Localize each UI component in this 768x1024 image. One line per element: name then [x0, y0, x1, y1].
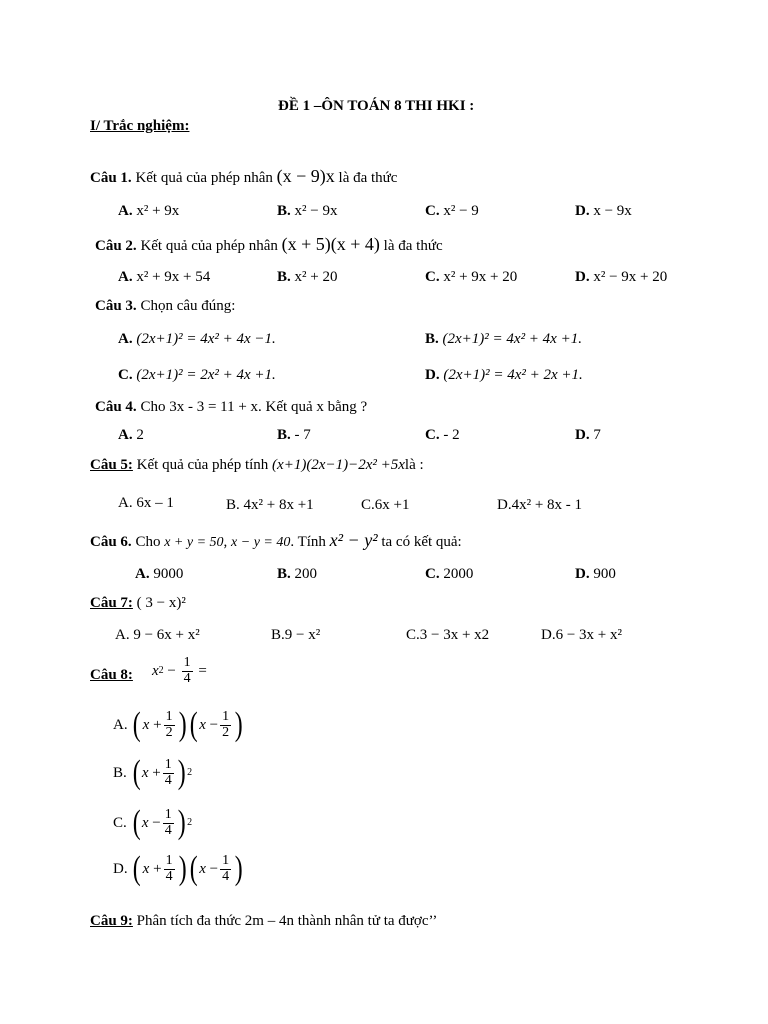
option-c[interactable]: C. - 2 — [425, 427, 460, 443]
question-8-expr — [152, 656, 207, 686]
question-text: Kết quả của phép nhân — [135, 170, 273, 186]
question-label: Câu 8: — [90, 667, 133, 683]
question-8 — [90, 666, 133, 684]
question-tail: ta có kết quả: — [381, 534, 462, 550]
question-label: Câu 9: — [90, 913, 133, 929]
question-label: Câu 7: — [90, 595, 133, 611]
question-expr-1: x + y = 50 — [164, 535, 224, 550]
option-d[interactable]: D. 7 — [575, 427, 601, 443]
option-b[interactable]: B. x² − 9x — [277, 203, 338, 219]
question-tail: là : — [404, 457, 424, 473]
question-text: Chọn câu đúng: — [140, 298, 236, 314]
question-7 — [90, 594, 186, 612]
option-a[interactable]: A. x² + 9x — [118, 203, 180, 219]
option-b[interactable]: B. - 7 — [277, 427, 311, 443]
question-text: Kết quả của phép tính — [136, 457, 269, 473]
question-text: Cho — [135, 534, 161, 550]
question-text: Kết quả của phép nhân — [140, 238, 278, 254]
question-5 — [90, 456, 424, 474]
option-b[interactable]: B. (2x+1)² = 4x² + 4x +1. — [425, 331, 582, 347]
option-b[interactable]: B. 4x² + 8x +1 — [226, 497, 314, 513]
question-label: Câu 4. — [95, 399, 137, 415]
option-d[interactable]: D. 900 — [575, 566, 616, 582]
option-c[interactable]: C. (2x+1)² = 2x² + 4x +1. — [118, 367, 276, 383]
option-a[interactable]: A. 6x – 1 — [118, 495, 174, 511]
option-a[interactable]: A. ( x + $\frac{1}{2}$ ) ( x − $\frac{1}{2}$ ) — [113, 706, 243, 743]
option-d[interactable]: D.4x² + 8x - 1 — [497, 497, 583, 513]
question-expr-3: x² − y² — [329, 530, 378, 550]
option-a[interactable]: A. 9 − 6x + x² — [115, 627, 200, 643]
question-expr: (x − 9)x — [276, 166, 335, 186]
option-b[interactable]: B. ( x + $\frac{1}{4}$ ) 2 — [113, 754, 193, 791]
option-b[interactable]: B. x² + 20 — [277, 269, 338, 285]
option-c[interactable]: C. x² − 9 — [425, 203, 479, 219]
question-tail: là đa thức — [383, 238, 443, 254]
option-d[interactable]: D. x² − 9x + 20 — [575, 269, 668, 285]
question-expr: (x + 5)(x + 4) — [281, 234, 380, 254]
question-expr: (x+1)(2x−1)−2x² +5x — [272, 457, 405, 473]
question-label: Câu 2. — [95, 238, 137, 254]
question-6: Câu 6. Cho x + y = 50, x − y = 40. Tính x² − y² ta có kết quả: — [90, 530, 462, 550]
option-b[interactable]: B.9 − x² — [271, 627, 321, 643]
question-9 — [90, 912, 437, 930]
option-c[interactable]: C.3 − 3x + x2 — [406, 627, 490, 643]
question-label: Câu 5: — [90, 457, 133, 473]
option-c[interactable]: C. 2000 — [425, 566, 474, 582]
question-3 — [95, 297, 235, 315]
question-expr-2: x − y = 40 — [231, 535, 291, 550]
question-label: Câu 3. — [95, 298, 137, 314]
question-1 — [90, 166, 397, 188]
option-d[interactable]: D. ( x + $\frac{1}{4}$ ) ( x − $\frac{1}{4}$ ) — [113, 850, 243, 887]
option-b[interactable]: B. 200 — [277, 566, 318, 582]
question-tail: là đa thức — [338, 170, 398, 186]
option-a[interactable]: A. x² + 9x + 54 — [118, 269, 211, 285]
option-a[interactable]: A. 2 — [118, 427, 144, 443]
option-d[interactable]: D. x − 9x — [575, 203, 632, 219]
option-a[interactable]: A. (2x+1)² = 4x² + 4x −1. — [118, 331, 276, 347]
question-label: Câu 6. — [90, 534, 132, 550]
question-expr: ( 3 − x)² — [136, 595, 186, 611]
option-a[interactable]: A. 9000 — [135, 566, 184, 582]
page-title: ĐỀ 1 –ÔN TOÁN 8 THI HKI : — [278, 98, 475, 114]
question-text: Phân tích đa thức 2m – 4n thành nhân tử ta được’’ — [136, 913, 438, 929]
section-heading: I/ Trắc nghiệm: — [90, 118, 190, 134]
option-c[interactable]: C. ( x − $\frac{1}{4}$ ) 2 — [113, 804, 193, 841]
question-expr: x 2 − $\frac{1}{4}$ = — [152, 655, 207, 686]
question-4 — [95, 398, 367, 416]
option-d[interactable]: D. (2x+1)² = 4x² + 2x +1. — [425, 367, 583, 383]
option-c[interactable]: C. x² + 9x + 20 — [425, 269, 518, 285]
option-c[interactable]: C.6x +1 — [361, 497, 410, 513]
question-text: Cho 3x - 3 = 11 + x. Kết quả x bằng ? — [140, 399, 368, 415]
option-d[interactable]: D.6 − 3x + x² — [541, 627, 622, 643]
question-mid: . Tính — [290, 534, 326, 550]
question-label: Câu 1. — [90, 170, 132, 186]
question-2 — [95, 234, 443, 256]
